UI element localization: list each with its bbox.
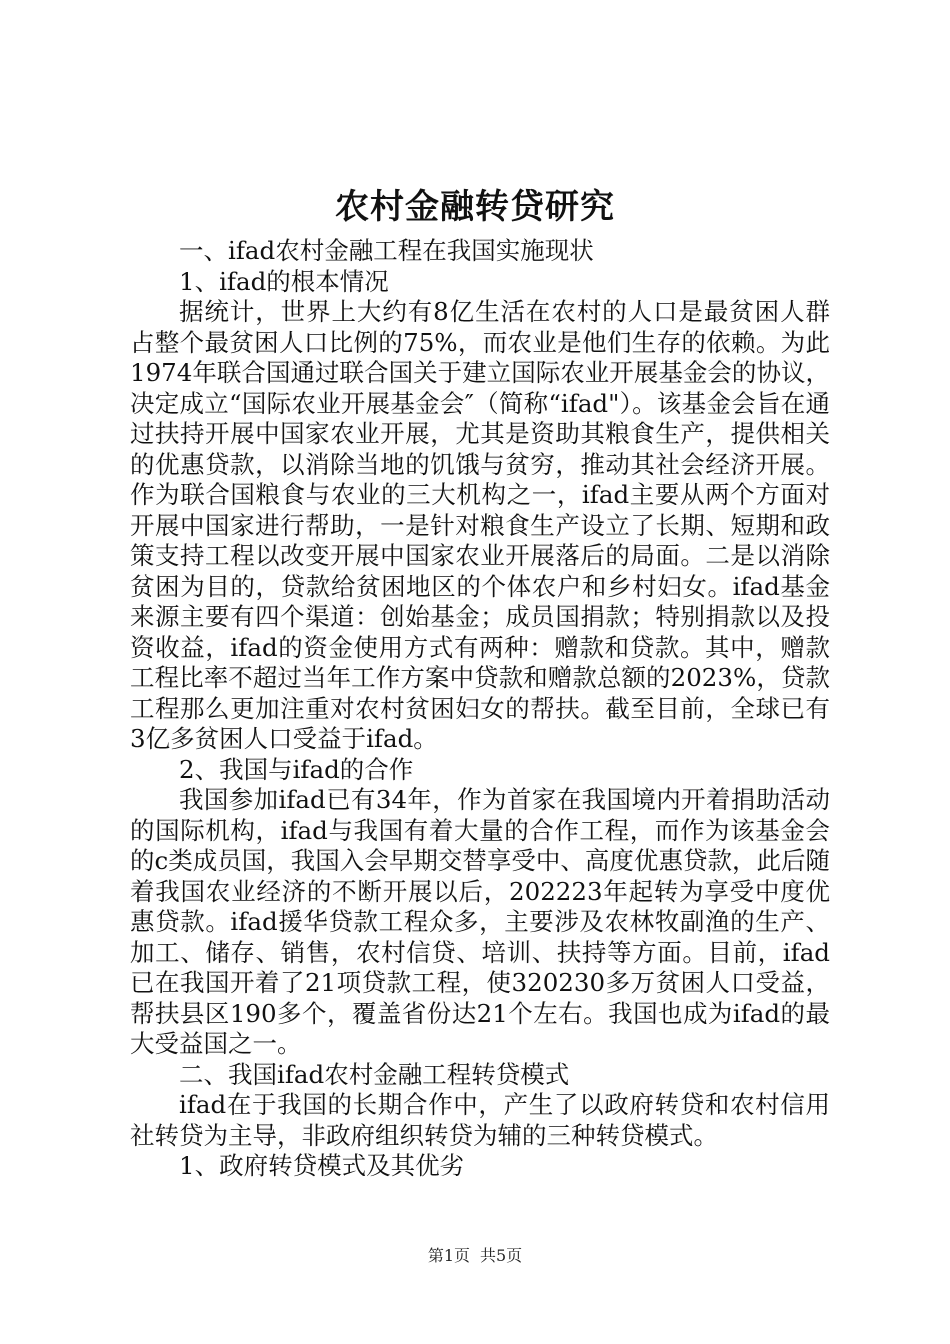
document-title: 农村金融转贷研究 xyxy=(335,187,615,227)
section-heading: 一、ifad农村金融工程在我国实施现状 xyxy=(179,236,594,265)
page-number: 第1页 xyxy=(427,1246,470,1265)
page-total: 共5页 xyxy=(480,1246,523,1265)
page-footer xyxy=(0,1246,950,1266)
body-paragraph: 我国参加ifad已有34年，作为首家在我国境内开着捐助活动的国际机构，ifad与我国有着大量的合作工程，而作为该基金会的c类成员国，我国入会早期交替享受中、高度优惠贷款，此后随着我国农业经济的不断开展以后，202223年起转为享受中度优惠贷款。ifad援华贷款工程众多，主要涉及农林牧副渔的生产、加工、储存、销售，农村信贷、培训、扶持等方面。目前，ifad已在我国开着了21项贷款工程，使320230多万贫困人口受益，帮扶县区190多个，覆盖省份达21个左右。我国也成为ifad的最大受益国之一。 xyxy=(130,785,830,1058)
subsection-heading: 2、我国与ifad的合作 xyxy=(179,754,414,784)
subsection-heading: 1、ifad的根本情况 xyxy=(179,266,389,296)
subsection-heading: 1、政府转贷模式及其优劣 xyxy=(179,1151,465,1180)
body-paragraph: ifad在于我国的长期合作中，产生了以政府转贷和农村信用社转贷为主导，非政府组织转贷为辅的三种转贷模式。 xyxy=(130,1090,830,1150)
section-heading: 二、我国ifad农村金融工程转贷模式 xyxy=(179,1059,570,1089)
body-paragraph: 据统计，世界上大约有8亿生活在农村的人口是最贫困人群占整个最贫困人口比例的75%，而农业是他们生存的依赖。为此1974年联合国通过联合国关于建立国际农业开展基金会的协议，决定成立“国际农业开展基金会″（简称“ifad"）。该基金会旨在通过扶持开展中国家农业开展，尤其是资助其粮食生产，提供相关的优惠贷款，以消除当地的饥饿与贫穷，推动其社会经济开展。作为联合国粮食与农业的三大机构之一，ifad主要从两个方面对开展中国家进行帮助，一是针对粮食生产设立了长期、短期和政策支持工程以改变开展中国家农业开展落后的局面。二是以消除贫困为目的，贷款给贫困地区的个体农户和乡村妇女。ifad基金来源主要有四个渠道：创始基金；成员国捐款；特别捐款以及投资收益，ifad的资金使用方式有两种：赠款和贷款。其中，赠款工程比率不超过当年工作方案中贷款和赠款总额的2023%，贷款工程那么更加注重对农村贫困妇女的帮扶。截至目前，全球已有3亿多贫困人口受益于ifad。 xyxy=(130,297,830,753)
document-body xyxy=(130,236,830,1182)
